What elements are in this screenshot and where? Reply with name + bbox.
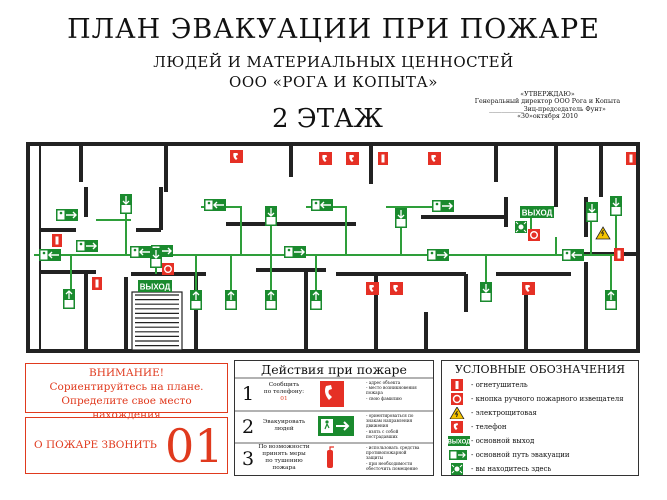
exit-sign-label: ВЫХОД xyxy=(521,208,553,218)
step-note: противопожарной xyxy=(366,450,407,456)
evacuation-route-icon xyxy=(310,290,322,310)
legend-label: - электрощитовая xyxy=(471,409,537,417)
fire-extinguisher-icon xyxy=(378,152,388,165)
you-are-here-icon xyxy=(515,221,527,233)
evacuation-route-icon xyxy=(311,199,333,211)
evacuation-route-icon xyxy=(427,249,449,261)
fire-actions-box xyxy=(234,360,434,476)
page-title: ПЛАН ЭВАКУАЦИИ ПРИ ПОЖАРЕ xyxy=(67,14,600,45)
step-note: обесточить помещение xyxy=(366,465,418,471)
step-note: - использовать средства xyxy=(366,445,420,450)
step-notes xyxy=(366,445,432,471)
approval-block xyxy=(450,91,645,121)
evacuation-route-icon xyxy=(395,208,407,228)
phone-icon xyxy=(230,150,243,163)
step-note: пожара xyxy=(366,390,383,396)
evacuation-route xyxy=(34,207,621,292)
fire-extinguisher-icon xyxy=(614,248,624,261)
evacuation-route-icon xyxy=(56,209,78,221)
evacuation-route-icon xyxy=(480,282,492,302)
you-are-here-icon xyxy=(448,463,468,475)
evacuation-route-icon xyxy=(586,202,598,222)
action-step xyxy=(235,411,433,445)
subtitle-line-1: ЛЮДЕЙ И МАТЕРИАЛЬНЫХ ЦЕННОСТЕЙ xyxy=(153,53,514,71)
attention-text: Определите свое место нахождения xyxy=(61,395,192,421)
step-note: - взять с собой xyxy=(366,428,399,434)
step-text-line: 01 xyxy=(280,396,288,402)
alarm-button-icon xyxy=(528,229,540,241)
fire-extinguisher-icon xyxy=(626,152,636,165)
approval-line: «УТВЕРЖДАЮ» xyxy=(520,91,575,98)
subtitle-line-2: ООО «РОГА И КОПЫТА» xyxy=(229,73,438,91)
evacuation-route-icon xyxy=(39,249,61,261)
action-step xyxy=(235,443,433,477)
step-text-line: по тушению xyxy=(265,458,303,464)
actions-title: Действия при пожаре xyxy=(261,362,407,377)
fire-call-label: О ПОЖАРЕ ЗВОНИТЬ xyxy=(34,439,157,451)
step-note: движения xyxy=(366,423,389,429)
exit-sign-icon xyxy=(520,206,554,218)
step-text xyxy=(255,419,313,433)
legend-label: - основной выход xyxy=(471,437,535,445)
phone-icon xyxy=(448,421,468,433)
evacuation-route-icon xyxy=(265,206,277,226)
evacuation-route-icon xyxy=(284,246,306,258)
electrical-panel-icon xyxy=(596,227,610,239)
legend-label: - вы находитесь здесь xyxy=(471,465,552,473)
floor-plan xyxy=(26,142,640,354)
step-note: знакам направления xyxy=(366,418,413,424)
step-notes xyxy=(366,413,432,439)
fire-extinguisher-icon xyxy=(448,379,468,391)
evacuation-route-icon xyxy=(150,248,162,268)
phone-icon xyxy=(390,282,403,295)
legend-label: - огнетушитель xyxy=(471,381,528,389)
alarm-button-icon xyxy=(162,263,174,275)
step-note: - свою фамилию xyxy=(366,395,402,401)
fire-extinguisher-icon xyxy=(92,277,102,290)
phone-icon xyxy=(346,152,359,165)
action-step xyxy=(235,378,433,412)
step-text-line: людей xyxy=(274,426,294,432)
fire-extinguisher-icon xyxy=(52,234,62,247)
step-number: 1 xyxy=(242,383,255,405)
approval-line: ___________Зиц-председатель Фунт» xyxy=(489,105,606,113)
evacuation-route-icon xyxy=(130,246,152,258)
electrical-panel-icon xyxy=(448,407,468,419)
phone-icon xyxy=(366,282,379,295)
exit-sign-icon xyxy=(138,280,172,292)
fire-call-box xyxy=(25,417,228,474)
step-notes xyxy=(366,380,432,401)
legend-box xyxy=(441,360,639,476)
step-text-line: Сообщить xyxy=(268,382,300,388)
plan-signs xyxy=(39,150,636,310)
evacuation-route-icon xyxy=(605,290,617,310)
legend-exit-text: ВЫХОД xyxy=(448,439,470,446)
step-note: - при необходимости xyxy=(366,460,413,466)
evacuation-route-icon xyxy=(76,240,98,252)
step-note: защиты xyxy=(366,455,384,461)
evacuation-route-icon xyxy=(225,290,237,310)
step-note: - адрес объекта xyxy=(366,380,401,385)
step-text-line: Эвакуировать xyxy=(262,419,306,425)
step-note: - ориентироваться по xyxy=(366,413,414,418)
evacuation-route-icon xyxy=(562,249,584,261)
step-text xyxy=(255,444,313,472)
exit-sign-label: ВЫХОД xyxy=(139,282,171,292)
phone-icon xyxy=(522,282,535,295)
floor-label: 2 ЭТАЖ xyxy=(272,104,383,134)
attention-heading: ВНИМАНИЕ! xyxy=(89,367,164,379)
step-number: 2 xyxy=(242,416,255,438)
step-note: - место возникновения xyxy=(366,385,417,391)
evacuation-route-icon xyxy=(120,194,132,214)
step-text-line: по телефону: xyxy=(263,389,305,395)
attention-text: Сориентируйтесь на плане. xyxy=(49,381,204,393)
legend-label: - основной путь эвакуации xyxy=(471,451,570,459)
approval-line: «30»октября 2010 xyxy=(517,113,578,121)
step-text-line: По возможности xyxy=(258,444,310,450)
step-text-line: принять меры xyxy=(262,451,306,457)
legend-title: УСЛОВНЫЕ ОБОЗНАЧЕНИЯ xyxy=(454,363,626,376)
step-note: пострадавших xyxy=(366,433,398,439)
exit-sign-icon xyxy=(448,435,470,447)
step-text-line: пожара xyxy=(272,465,296,471)
walls xyxy=(28,144,638,351)
evacuation-route-icon xyxy=(204,199,226,211)
step-text xyxy=(255,382,313,403)
phone-icon xyxy=(428,152,441,165)
attention-box xyxy=(25,363,228,421)
alarm-button-icon xyxy=(448,393,468,405)
evacuation-route-icon xyxy=(610,196,622,216)
approval-line: Генеральный директор ООО Рога и Копыта xyxy=(474,98,621,106)
evacuation-route-icon xyxy=(265,290,277,310)
staircase xyxy=(132,292,182,350)
legend-label: - телефон xyxy=(471,423,507,431)
step-number: 3 xyxy=(242,448,255,470)
fire-call-number: 01 xyxy=(165,419,224,473)
evacuation-route-icon xyxy=(63,289,75,309)
legend-label: - кнопка ручного пожарного извещателя xyxy=(471,395,624,403)
evacuation-route-icon xyxy=(190,290,202,310)
phone-icon xyxy=(319,152,332,165)
evacuation-route-icon xyxy=(448,449,468,461)
evacuation-route-icon xyxy=(432,200,454,212)
